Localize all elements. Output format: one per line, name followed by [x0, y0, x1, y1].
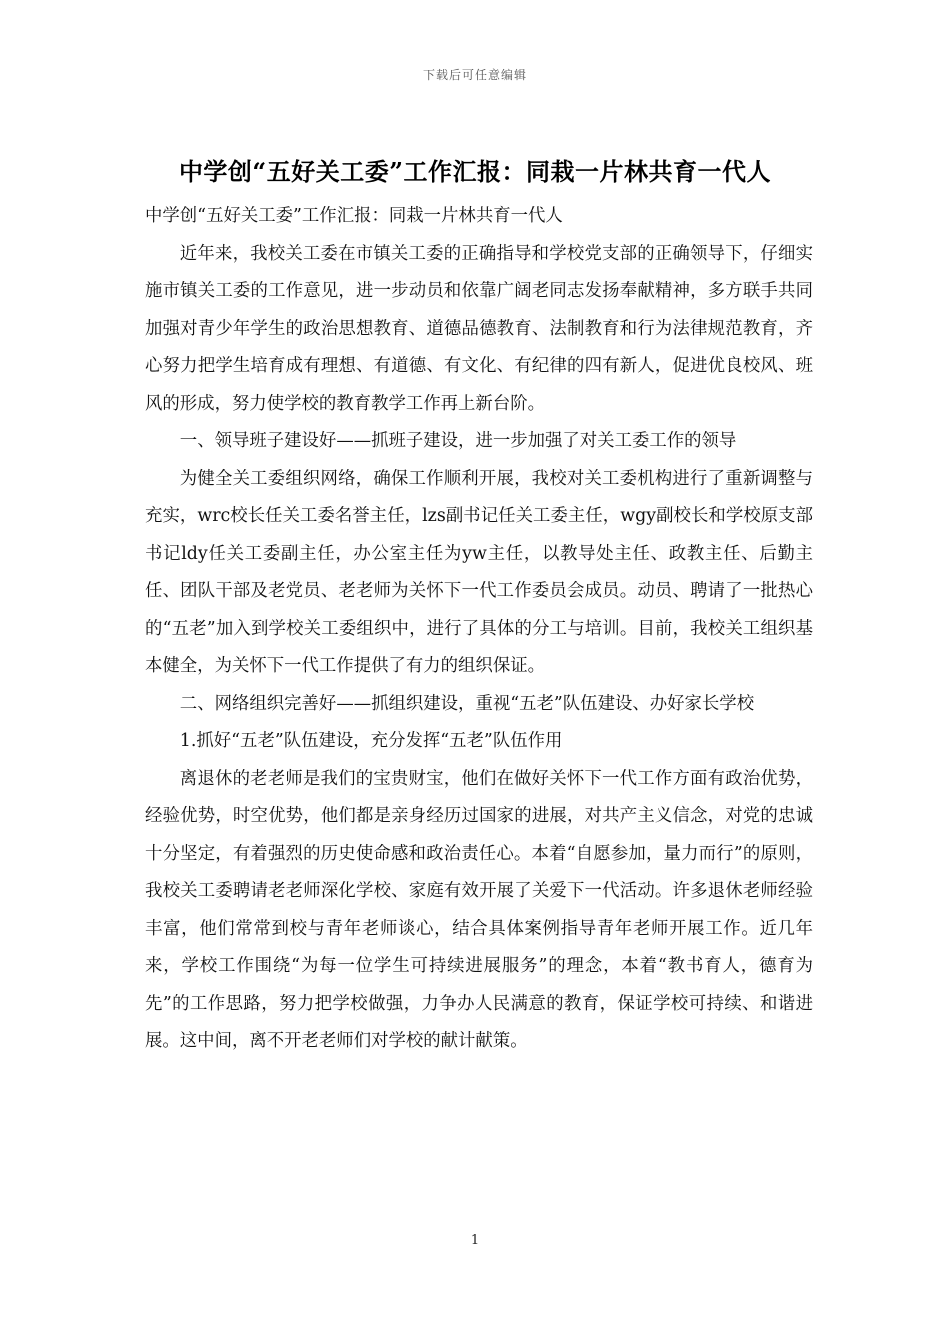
document-title: 中学创“五好关工委”工作汇报：同栽一片林共育一代人: [178, 157, 772, 186]
paragraph-intro: 近年来，我校关工委在市镇关工委的正确指导和学校党支部的正确领导下，仔细实施市镇关工委的工作意见，进一步动员和依靠广阔老同志发扬奉献精神，多方联手共同加强对青少年学生的政治思想教育、道德品德教育、法制教育和行为法律规范教育，齐心努力把学生培育成有理想、有道德、有文化、有纪律的四有新人，促进优良校风、班风的形成，努力使学校的教育教学工作再上新台阶。: [145, 243, 813, 414]
paragraph-organization: 为健全关工委组织网络，确保工作顺利开展，我校对关工委机构进行了重新调整与充实，wrc校长任关工委名誉主任，lzs副书记任关工委主任，wgy副校长和学校原支部书记ldy任关工委副主任，办公室主任为yw主任，以教导处主任、政教主任、后勤主任、团队干部及老党员、老老师为关怀下一代工作委员会成员。动员、聘请了一批热心的“五老”加入到学校关工委组织中，进行了具体的分工与培训。目前，我校关工组织基本健全，为关怀下一代工作提供了有力的组织保证。: [145, 468, 813, 676]
subsection-heading-1: 1.抓好“五老”队伍建设，充分发挥“五老”队伍作用: [179, 731, 563, 751]
document-body: [145, 198, 813, 1061]
document-subtitle: 中学创“五好关工委”工作汇报：同栽一片林共育一代人: [145, 206, 563, 226]
section-heading-1: 一、领导班子建设好——抓班子建设，进一步加强了对关工委工作的领导: [179, 431, 737, 451]
page-number: 1: [470, 1233, 480, 1248]
paragraph-retired-teachers: 离退休的老老师是我们的宝贵财宝，他们在做好关怀下一代工作方面有政治优势，经验优势，时空优势，他们都是亲身经历过国家的进展，对共产主义信念，对党的忠诚十分坚定，有着强烈的历史使命感和政治责任心。本着“自愿参加，量力而行”的原则，我校关工委聘请老老师深化学校、家庭有效开展了关爱下一代活动。许多退休老师经验丰富，他们常常到校与青年老师谈心，结合具体案例指导青年老师开展工作。近几年来，学校工作围绕“为每一位学生可持续进展服务”的理念，本着“教书育人，德育为先”的工作思路，努力把学校做强，力争办人民满意的教育，保证学校可持续、和谐进展。这中间，离不开老老师们对学校的献计献策。: [145, 768, 813, 1051]
header-note: 下载后可任意编辑: [422, 68, 527, 82]
section-heading-2: 二、网络组织完善好——抓组织建设，重视“五老”队伍建设、办好家长学校: [179, 693, 755, 714]
